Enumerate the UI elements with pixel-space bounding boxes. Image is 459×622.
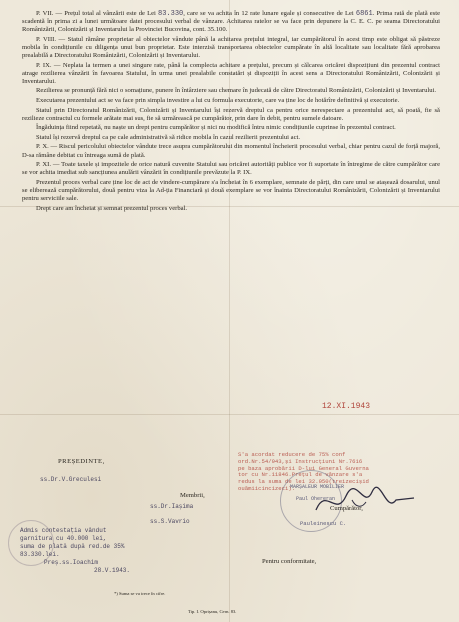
member-1: ss.Dr.Iașima <box>150 503 194 510</box>
contract-body <box>22 10 440 214</box>
buyer-stamp-line-1: MARȘALEUR MOBILIER <box>290 484 345 490</box>
paragraph-p7: P. VII. — Prețul total al vânzării este de Lei 83.330, care se va achita în 12 rate lunare egale și consecutive de Lei 6861. Prima rată de plată este scadentă în prima zi a lunei următoare datei procesului verbal de vânzare. Achitarea ratelor se va face prin depunere la C. E. C. pe seama Directoratului Românizării, Colonizării și Inventarului la Provinciei Bucovina, cont. 35.100. <box>22 10 441 34</box>
admis-note: Admis contestația vândut garnitura cu 40.000 lei, suma de plată după red.de 35% 83.330.lei. Preș.ss.Ioachim 28.V.1943. <box>20 527 131 574</box>
total-price-value: 83.330 <box>158 10 184 18</box>
presedinte-name: ss.Dr.V.Greculesi <box>40 476 102 483</box>
buyer-stamp-line-2: Paul Ohereran <box>296 496 336 502</box>
paragraph-p8: P. VIII. — Statul rămâne proprietar al obiectelor vândute până la achitarea prețului integral, iar cumpărătorul în acest timp este obligat să păstreze mobila în condițiunile cu diligența unui bun proprietar. Este interzisă transportarea obiectelor cumpărate în altă localitate sau localitate fără aprobarea prealabilă a Directoratului Românizării, Colonizării și Inventarului. <box>22 35 440 59</box>
paragraph-p9e: Îngăduința fiind repetată, nu naște un drept pentru cumpărător și nici nu modifică întru nimic condițiunile cuprinse în prezentul contract. <box>36 124 396 132</box>
paragraph-p9d: Statul prin Directoratul Românizării, Colonizării și Inventarului își rezervă dreptul ca pentru orice nerespectare a prezentului act, să poată, fie să rezilieze contractul cu formele arătate mai sus, fie să urmărească pe cumpărător, prin dare în debit, pentru sumele datoare. <box>22 106 440 122</box>
footnote: *) Suma se va trece în cifre. <box>114 591 166 596</box>
printer-imprint: Tip. I. Oprișanu, Cern. 83. <box>188 609 237 614</box>
conformitate-label: Pentru conformitate, <box>262 558 317 565</box>
reduction-stamp: S'a acordat reducere de 75% conf ord.Nr.54/943,și Instrucțiuni Nr.7616 pe baza aprobării D-lui General Guverna tor cu Nr.11846.Prețul de vânzare s'a redus la suma de lei 32.050(treizecișid ouămiicincizeci). <box>238 451 369 492</box>
paragraph-p11c: Drept care am încheiat și semnat prezentul proces verbal. <box>36 204 188 212</box>
paragraph-p9: P. IX. — Neplata la termen a unei singure rate, până la complecta achitare a prețului, precum și călcarea oricărei dispozițiuni din prezentul contract atrage rezilierea vânzării în favoarea Statului, în urma unei prealabile constatări și dispoziții în acest sens a Directoratului Românizării, Colonizării și Inventarului. <box>22 61 440 85</box>
paragraph-p9b: Rezilierea se pronunță fără nici o somațiune, punere în întârziere sau chemare în judecată de către Directoratul Românizării, Colonizării și Inventarului. <box>36 87 437 95</box>
member-2: ss.S.Vavrio <box>150 518 190 525</box>
handwritten-signature <box>312 480 422 520</box>
membri-label: Membrii, <box>180 492 205 499</box>
paragraph-p11b: Prezentul proces verbal care ține loc de act de vindere-cumpărare s'a încheiat în 6 exemplare, semnate de părți, din care unul se atașează dosarului, unul se eliberează cumpărătorului, două pentru viza la Ad-ția Financiară și două exemplare se vor înainta Directoratului Românizării, Colonizării și Inventarului pentru serviciile sale. <box>22 178 440 202</box>
buyer-stamp-line-3: Pauleinescu C. <box>300 520 347 527</box>
paragraph-p9c: Executarea prezentului act se va face prin simpla investire a lui cu formula executorie, care va ține loc de hotărîre definitivă și executorie. <box>36 96 400 104</box>
paragraph-p11: P. XI. — Toate taxele și impozitele de orice natură cuvenite Statului sau oricărei autorități publice vor fi suportate în întregime de către cumpărător care se vor achita imediat sub sancțiunea anulării vânzării în condițiunile prevăzute la P. IX. <box>22 161 440 177</box>
rate-amount-value: 6861 <box>355 10 373 18</box>
presedinte-label: PREȘEDINTE, <box>58 458 105 465</box>
paragraph-p9f: Statul își rezervă dreptul ca pe cale administrativă să ridice mobila în cazul rezilierii prezentului act. <box>36 133 301 141</box>
paragraph-p10: P. X. — Riscul pericolului obiectelor vândute trece asupra cumpărătorului din momentul încheierii procesului verbal, chiar pentru cazul de forță majoră, D-sa rămâne debitat cu întreaga sumă de plată. <box>22 143 440 159</box>
signing-date: 12.XI.1943 <box>322 402 371 411</box>
cumparator-label: Cumpărător, <box>330 505 363 512</box>
